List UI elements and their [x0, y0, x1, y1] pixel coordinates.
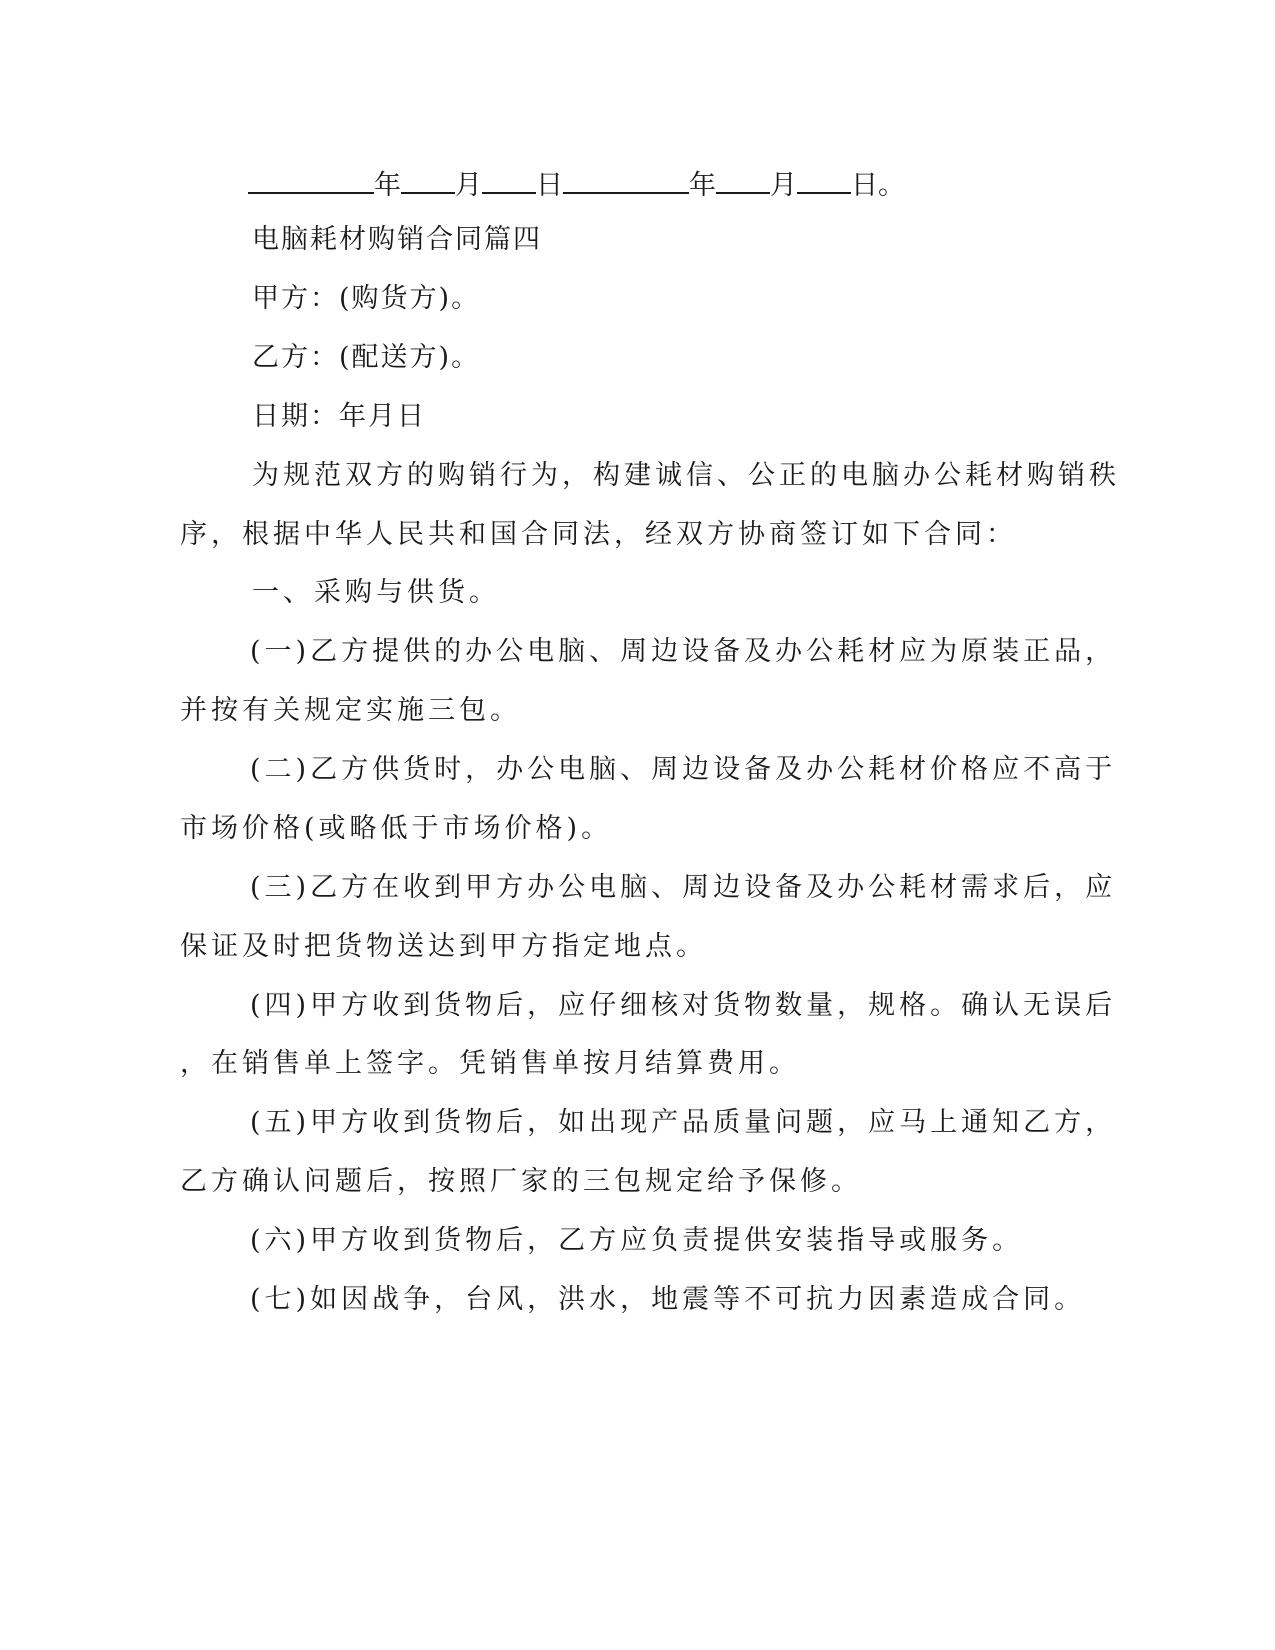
party-a: 甲方：(购货方)。: [252, 283, 481, 314]
item-4-line-2: ，在销售单上签字。凭销售单按月结算费用。: [180, 1048, 800, 1079]
year-blank-2: [563, 162, 689, 194]
item-3-line-2: 保证及时把货物送达到甲方指定地点。: [180, 931, 707, 962]
month-label-2: 月: [770, 170, 797, 201]
item-6: (六)甲方收到货物后，乙方应负责提供安装指导或服务。: [250, 1225, 1024, 1256]
day-label-1: 日: [536, 170, 563, 201]
intro-line-2: 序，根据中华人民共和国合同法，经双方协商签订如下合同：: [180, 519, 1017, 550]
month-label-1: 月: [455, 170, 482, 201]
document-title: 电脑耗材购销合同篇四: [252, 224, 542, 255]
month-blank-2: [716, 162, 770, 194]
item-3-line-1: (三)乙方在收到甲方办公电脑、周边设备及办公耗材需求后，应: [250, 872, 1117, 903]
signature-date-row: [248, 162, 905, 204]
item-2-line-2: 市场价格(或略低于市场价格)。: [180, 813, 613, 844]
day-label-2: 日。: [851, 170, 905, 201]
item-1-line-2: 并按有关规定实施三包。: [180, 695, 521, 726]
item-7: (七)如因战争，台风，洪水，地震等不可抗力因素造成合同。: [250, 1284, 1086, 1315]
contract-date: 日期：年月日: [252, 401, 426, 432]
item-5-line-2: 乙方确认问题后，按照厂家的三包规定给予保修。: [180, 1166, 862, 1197]
party-b: 乙方：(配送方)。: [252, 342, 481, 373]
item-4-line-1: (四)甲方收到货物后，应仔细核对货物数量，规格。确认无误后: [250, 990, 1117, 1021]
item-2-line-1: (二)乙方供货时，办公电脑、周边设备及办公耗材价格应不高于: [250, 754, 1117, 785]
section-heading: 一、采购与供货。: [252, 577, 500, 608]
day-blank-1: [482, 162, 536, 194]
day-blank-2: [797, 162, 851, 194]
item-1-line-1: (一)乙方提供的办公电脑、周边设备及办公耗材应为原装正品，: [250, 636, 1117, 667]
year-blank-1: [248, 162, 374, 194]
year-label-1: 年: [374, 170, 401, 201]
item-5-line-1: (五)甲方收到货物后，如出现产品质量问题，应马上通知乙方，: [250, 1107, 1117, 1138]
intro-line-1: 为规范双方的购销行为，构建诚信、公正的电脑办公耗材购销秩: [252, 460, 1120, 491]
year-label-2: 年: [689, 170, 716, 201]
month-blank-1: [401, 162, 455, 194]
